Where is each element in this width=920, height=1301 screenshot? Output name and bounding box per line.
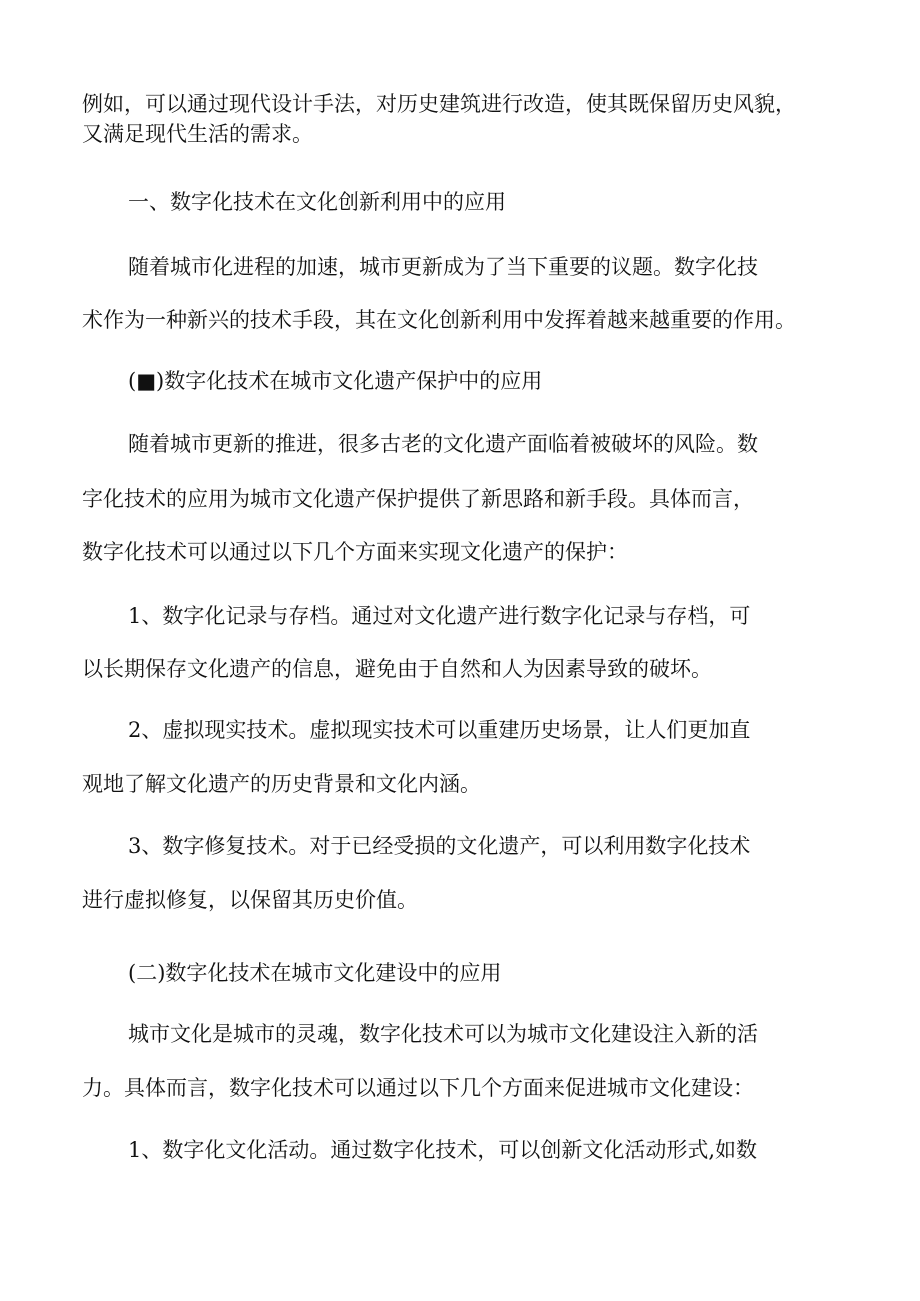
subsection1-para-line-1: 随着城市更新的推进，很多古老的文化遗产面临着被破坏的风险。数: [128, 432, 758, 456]
intro-line-1: 例如，可以通过现代设计手法，对历史建筑进行改造，使其既保留历史风貌，: [82, 92, 796, 116]
subsection-heading-1: (■)数字化技术在城市文化遗产保护中的应用: [128, 369, 543, 393]
intro-line-2: 又满足现代生活的需求。: [82, 122, 313, 146]
subsection1-item3-line-2: 进行虚拟修复，以保留其历史价值。: [82, 888, 418, 912]
subsection-heading-2: (二)数字化技术在城市文化建设中的应用: [128, 961, 502, 985]
subsection1-item1-line-1: 1、数字化记录与存档。通过对文化遗产进行数字化记录与存档，可: [128, 604, 751, 628]
subsection2-para-line-2: 力。具体而言，数字化技术可以通过以下几个方面来促进城市文化建设：: [82, 1076, 754, 1100]
section1-para-line-2: 术作为一种新兴的技术手段，其在文化创新利用中发挥着越来越重要的作用。: [82, 308, 796, 332]
section-heading-1: 一、数字化技术在文化创新利用中的应用: [128, 190, 506, 214]
subsection1-item2-line-2: 观地了解文化遗产的历史背景和文化内涵。: [82, 772, 481, 796]
section1-para-line-1: 随着城市化进程的加速，城市更新成为了当下重要的议题。数字化技: [128, 255, 758, 279]
subsection2-item1-line-1: 1、数字化文化活动。通过数字化技术，可以创新文化活动形式,如数: [128, 1138, 758, 1162]
subsection1-item3-line-1: 3、数字修复技术。对于已经受损的文化遗产，可以利用数字化技术: [128, 834, 751, 858]
subsection1-item2-line-1: 2、虚拟现实技术。虚拟现实技术可以重建历史场景，让人们更加直: [128, 718, 751, 742]
subsection1-para-line-3: 数字化技术可以通过以下几个方面来实现文化遗产的保护：: [82, 540, 628, 564]
subsection1-para-line-2: 字化技术的应用为城市文化遗产保护提供了新思路和新手段。具体而言，: [82, 487, 754, 511]
subsection1-item1-line-2: 以长期保存文化遗产的信息，避免由于自然和人为因素导致的破坏。: [82, 657, 712, 681]
subsection2-para-line-1: 城市文化是城市的灵魂，数字化技术可以为城市文化建设注入新的活: [128, 1022, 758, 1046]
